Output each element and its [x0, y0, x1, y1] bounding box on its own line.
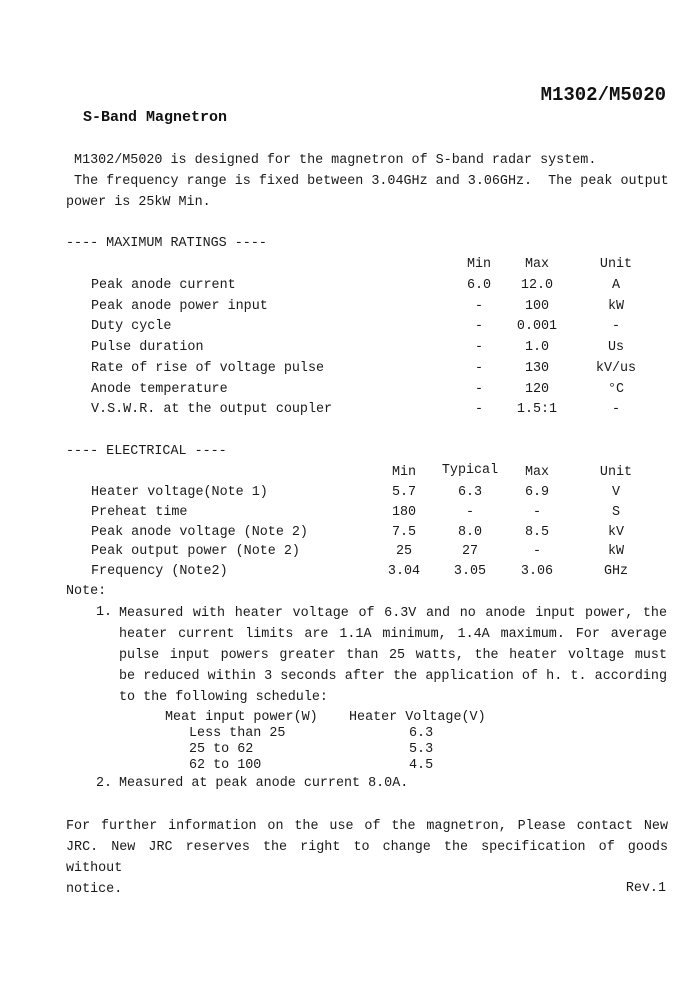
cell-typ: 27: [461, 544, 479, 560]
cell-max: 12.0: [520, 278, 554, 293]
note-line: be reduced within 3 seconds after the application of h. t. according: [119, 669, 667, 684]
cell-min: -: [474, 402, 484, 418]
cell-unit: kW: [607, 544, 625, 560]
cell-min: 3.04: [387, 564, 421, 580]
notes-label: Note:: [66, 584, 107, 599]
column-header-unit: Unit: [599, 465, 633, 480]
cell-min: 180: [391, 504, 417, 520]
cell-max: 130: [524, 360, 550, 376]
column-header-min: Min: [391, 465, 417, 480]
note-line: pulse input powers greater than 25 watts, the heater voltage must: [119, 648, 667, 663]
model-title: M1302/M5020: [540, 84, 666, 106]
schedule-power: 25 to 62: [189, 742, 254, 757]
cell-typ: -: [465, 504, 475, 520]
parameter-name: Duty cycle: [91, 319, 172, 335]
intro-line: The frequency range is fixed between 3.04GHz and 3.06GHz. The peak output: [66, 174, 669, 189]
note-2-number: 2.: [96, 776, 113, 791]
cell-max: 1.0: [524, 340, 550, 356]
column-header-max: Max: [524, 257, 550, 272]
parameter-name: Peak output power (Note 2): [91, 544, 300, 560]
cell-min: -: [474, 381, 484, 397]
schedule-header-voltage: Heater Voltage(V): [349, 710, 486, 725]
parameter-name: Rate of rise of voltage pulse: [91, 360, 325, 376]
cell-min: 6.0: [466, 278, 492, 293]
intro-paragraph: [66, 150, 668, 213]
cell-unit: -: [611, 319, 621, 335]
cell-unit: °C: [607, 381, 625, 397]
parameter-name: Frequency (Note2): [91, 564, 228, 580]
parameter-name: Peak anode voltage (Note 2): [91, 524, 308, 540]
cell-min: -: [474, 319, 484, 335]
parameter-name: Pulse duration: [91, 340, 204, 356]
schedule-voltage: 6.3: [409, 726, 434, 741]
parameter-name: Heater voltage(Note 1): [91, 485, 268, 500]
parameter-name: Peak anode power input: [91, 298, 268, 314]
cell-max: 1.5:1: [516, 402, 558, 418]
note-line: to the following schedule:: [119, 690, 328, 705]
cell-typ: 6.3: [457, 485, 483, 500]
revision-label: Rev.1: [625, 881, 666, 896]
column-header-min: Min: [466, 257, 492, 272]
schedule-voltage: 4.5: [409, 758, 434, 773]
cell-unit: A: [611, 278, 621, 293]
cell-unit: kW: [607, 298, 625, 314]
cell-typ: 8.0: [457, 524, 483, 540]
note-1-number: 1.: [96, 605, 113, 620]
cell-max: 120: [524, 381, 550, 397]
intro-line: M1302/M5020 is designed for the magnetron of S-band radar system.: [66, 153, 597, 168]
cell-max: -: [532, 544, 542, 560]
cell-max: 0.001: [516, 319, 558, 335]
cell-max: 6.9: [524, 485, 550, 500]
schedule-voltage: 5.3: [409, 742, 434, 757]
cell-min: 5.7: [391, 485, 417, 500]
cell-min: 25: [395, 544, 413, 560]
cell-min: -: [474, 340, 484, 356]
cell-max: 3.06: [520, 564, 554, 580]
cell-min: -: [474, 298, 484, 314]
parameter-name: Peak anode current: [91, 278, 236, 293]
footer-line: For further information on the use of the magnetron, Please contact New: [66, 819, 668, 834]
footer-line: JRC. New JRC reserves the right to change the specification of goods without: [66, 840, 668, 876]
cell-min: -: [474, 360, 484, 376]
footer-paragraph: [66, 816, 668, 900]
column-header-unit: Unit: [599, 257, 633, 272]
cell-unit: -: [611, 402, 621, 418]
max-ratings-heading: ---- MAXIMUM RATINGS ----: [66, 236, 267, 251]
document-subtitle: S-Band Magnetron: [83, 109, 228, 126]
parameter-name: V.S.W.R. at the output coupler: [91, 402, 333, 418]
footer-line: notice.: [66, 882, 123, 897]
cell-max: -: [532, 504, 542, 520]
schedule-power: 62 to 100: [189, 758, 262, 773]
cell-unit: S: [611, 504, 621, 520]
cell-unit: kV/us: [595, 360, 637, 376]
intro-line: power is 25kW Min.: [66, 195, 211, 210]
cell-unit: GHz: [603, 564, 629, 580]
column-header-typical: Typical: [441, 463, 499, 478]
column-header-max: Max: [524, 465, 550, 480]
note-line: Measured with heater voltage of 6.3V and no anode input power, the: [119, 606, 667, 621]
cell-min: 7.5: [391, 524, 417, 540]
parameter-name: Anode temperature: [91, 381, 228, 397]
note-2-text: Measured at peak anode current 8.0A.: [119, 776, 409, 791]
cell-max: 8.5: [524, 524, 550, 540]
cell-unit: V: [611, 485, 621, 500]
schedule-power: Less than 25: [189, 726, 286, 741]
note-1-text: [119, 603, 667, 708]
cell-max: 100: [524, 298, 550, 314]
parameter-name: Preheat time: [91, 504, 188, 520]
electrical-heading: ---- ELECTRICAL ----: [66, 444, 227, 459]
cell-unit: kV: [607, 524, 625, 540]
note-line: heater current limits are 1.1A minimum, 1.4A maximum. For average: [119, 627, 667, 642]
cell-typ: 3.05: [453, 564, 487, 580]
schedule-header-power: Meat input power(W): [165, 710, 318, 725]
cell-unit: Us: [607, 340, 625, 356]
